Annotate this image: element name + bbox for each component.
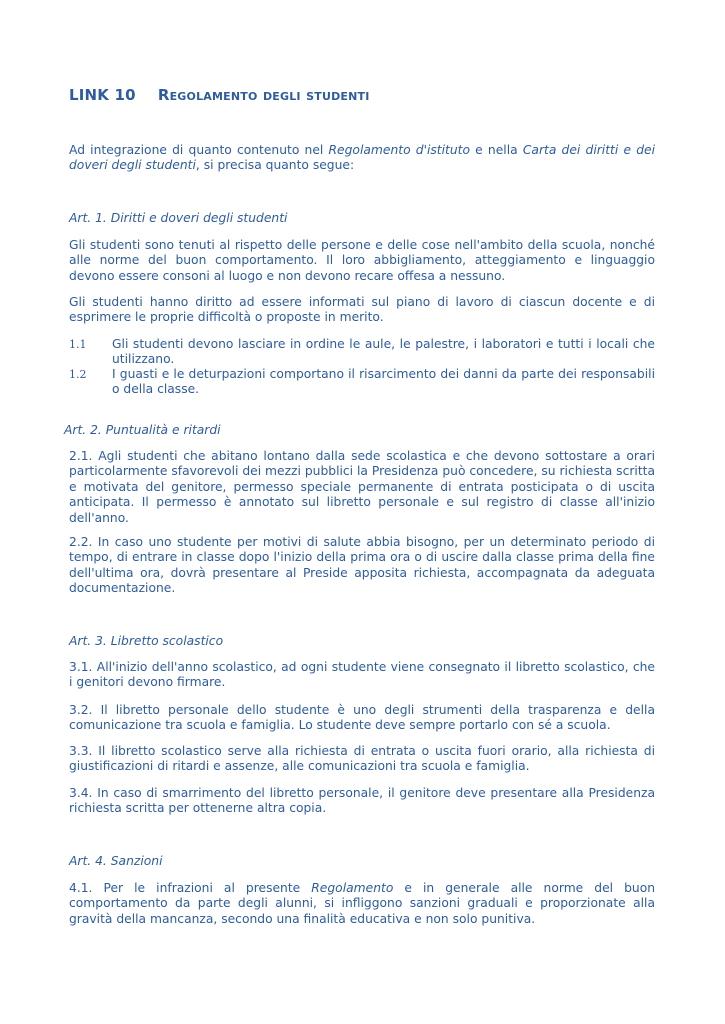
art3-paragraph-1: 3.1. All'inizio dell'anno scolastico, ad ogni studente viene consegnato il libretto scolastico, che i genitori devono firmare. — [69, 660, 655, 690]
intro-paragraph: Ad integrazione di quanto contenuto nel Regolamento d'istituto e nella Carta dei diritti e dei doveri degli studenti, si precisa quanto segue: — [69, 143, 655, 173]
list-item-text: Gli studenti devono lasciare in ordine le aule, le palestre, i laboratori e tutti i locali che utilizzano. — [112, 337, 655, 367]
art3-paragraph-4: 3.4. In caso di smarrimento del libretto personale, il genitore deve presentare alla Presidenza richiesta scritta per ottenerne altra copia. — [69, 786, 655, 816]
list-item — [69, 367, 655, 398]
list-item-text: I guasti e le deturpazioni comportano il risarcimento dei danni da parte dei responsabili o della classe. — [112, 367, 655, 397]
page-title — [69, 86, 370, 104]
art4-paragraph-1: 4.1. Per le infrazioni al presente Regolamento e in generale alle norme del buon comportamento da parte degli alunni, si infliggono sanzioni graduali e proporzionate alla gravità della mancanza, secondo una finalità educativa e non solo punitiva. — [69, 881, 656, 926]
art4-heading: Art. 4. Sanzioni — [69, 854, 163, 868]
art3-paragraph-3: 3.3. Il libretto scolastico serve alla richiesta di entrata o uscita fuori orario, alla richiesta di giustificazioni di ritardi e assenze, alle comunicazioni tra scuola e famiglia. — [69, 744, 655, 774]
art3-paragraph-2: 3.2. Il libretto personale dello studente è uno degli strumenti della trasparenza e della comunicazione tra scuola e famiglia. Lo studente deve sempre portarlo con sé a scuola. — [69, 703, 655, 733]
art2-paragraph-2: 2.2. In caso uno studente per motivi di salute abbia bisogno, per un determinato periodo di tempo, di entrare in classe dopo l'inizio della prima ora o di uscire dalla classe prima della fine dell'ultima ora, dovrà presentare al Preside apposita richiesta, accompagnata da adeguata documentazione. — [69, 535, 655, 596]
art1-paragraph-2: Gli studenti hanno diritto ad essere informati sul piano di lavoro di ciascun docente e di esprimere le proprie difficoltà o proposte in merito. — [69, 295, 655, 325]
title-link-number: LINK 10 — [69, 86, 136, 104]
art3-heading: Art. 3. Libretto scolastico — [69, 634, 224, 648]
art2-heading: Art. 2. Puntualità e ritardi — [64, 423, 221, 437]
list-item-number: 1.1 — [69, 338, 87, 351]
art4-emphasis-regolamento: Regolamento — [311, 881, 394, 895]
list-item — [69, 337, 655, 368]
intro-emphasis-carta: Carta dei diritti e dei doveri degli studenti — [69, 143, 655, 173]
art2-paragraph-1: 2.1. Agli studenti che abitano lontano dalla sede scolastica e che devono sottostare a orari particolarmente sfavorevoli dei mezzi pubblici la Presidenza può concedere, su richiesta scritta e motivata del genitore, permesso speciale permanente di entrata posticipata o di uscita anticipata. Il permesso è annotato sul libretto personale e sul registro di classe all'inizio dell'anno. — [69, 449, 655, 525]
art1-paragraph-1: Gli studenti sono tenuti al rispetto delle persone e delle cose nell'ambito della scuola, nonché alle norme del buon comportamento. Il loro abbigliamento, atteggiamento e linguaggio devono essere consoni al luogo e non devono recare offesa a nessuno. — [69, 238, 655, 283]
art1-heading: Art. 1. Diritti e doveri degli studenti — [69, 211, 288, 225]
intro-emphasis-regolamento: Regolamento d'istituto — [328, 143, 470, 157]
list-item-number: 1.2 — [69, 368, 87, 381]
title-heading: Regolamento degli studenti — [157, 86, 370, 104]
